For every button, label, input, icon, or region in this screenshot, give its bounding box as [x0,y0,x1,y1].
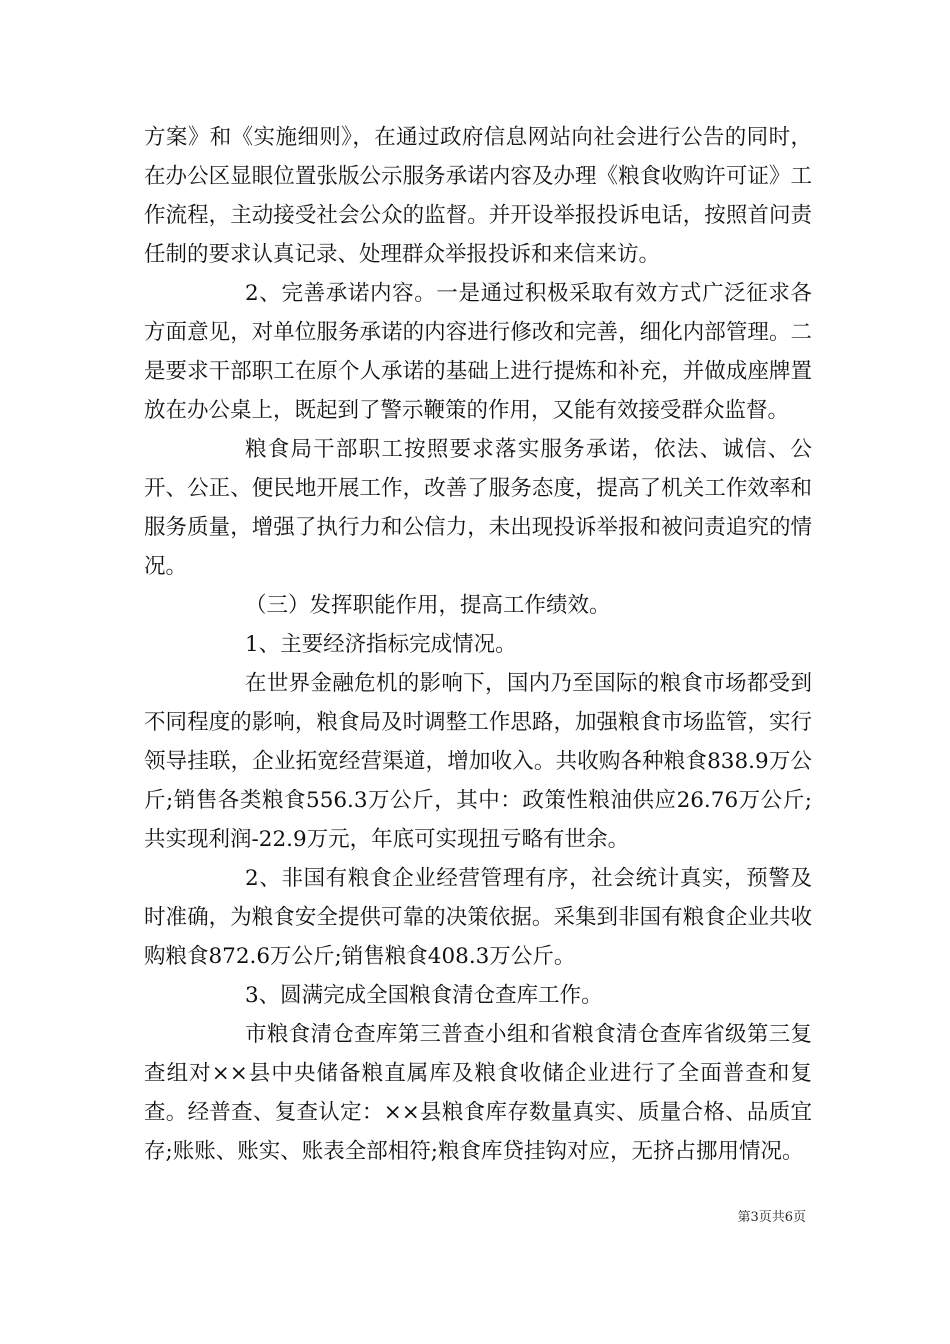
paragraph-1: 方案》和《实施细则》，在通过政府信息网站向社会进行公告的同时，在办公区显眼位置张版公示服务承诺内容及办理《粮食收购许可证》工作流程，主动接受社会公众的监督。并开设举报投诉电话，按照首问责任制的要求认真记录、处理群众举报投诉和来信来访。 [144,125,812,267]
page-number: 第3页共6页 [737,1210,806,1225]
subheading-1: 1、主要经济指标完成情况。 [245,632,517,657]
subheading-3: 3、圆满完成全国粮食清仓查库工作。 [245,983,603,1008]
document-body [144,118,812,1171]
paragraph-economic-indicators: 在世界金融危机的影响下，国内乃至国际的粮食市场都受到不同程度的影响，粮食局及时调整工作思路，加强粮食市场监管，实行领导挂联，企业拓宽经营渠道，增加收入。共收购各种粮食838.9万公斤;销售各类粮食556.3万公斤，其中：政策性粮油供应26.76万公斤;共实现利润-22.9万元，年底可实现扭亏略有世余。 [144,671,812,852]
paragraph-inventory-check: 市粮食清仓查库第三普查小组和省粮食清仓查库省级第三复查组对××县中央储备粮直属库及粮食收储企业进行了全面普查和复查。经普查、复查认定：××县粮食库存数量真实、质量合格、品质宜存;账账、账实、账表全部相符;粮食库贷挂钩对应，无挤占挪用情况。 [144,1022,812,1164]
paragraph-non-state-enterprises: 2、非国有粮食企业经营管理有序，社会统计真实，预警及时准确，为粮食安全提供可靠的决策依据。采集到非国有粮食企业共收购粮食872.6万公斤;销售粮食408.3万公斤。 [144,866,812,969]
paragraph-3: 粮食局干部职工按照要求落实服务承诺，依法、诚信、公开、公正、便民地开展工作，改善了服务态度，提高了机关工作效率和服务质量，增强了执行力和公信力，未出现投诉举报和被问责追究的情况。 [144,437,812,579]
paragraph-2: 2、完善承诺内容。一是通过积极采取有效方式广泛征求各方面意见，对单位服务承诺的内容进行修改和完善，细化内部管理。二是要求干部职工在原个人承诺的基础上进行提炼和补充，并做成座牌置放在办公桌上，既起到了警示鞭策的作用，又能有效接受群众监督。 [144,281,812,423]
section-heading-3: （三）发挥职能作用，提高工作绩效。 [245,593,611,618]
